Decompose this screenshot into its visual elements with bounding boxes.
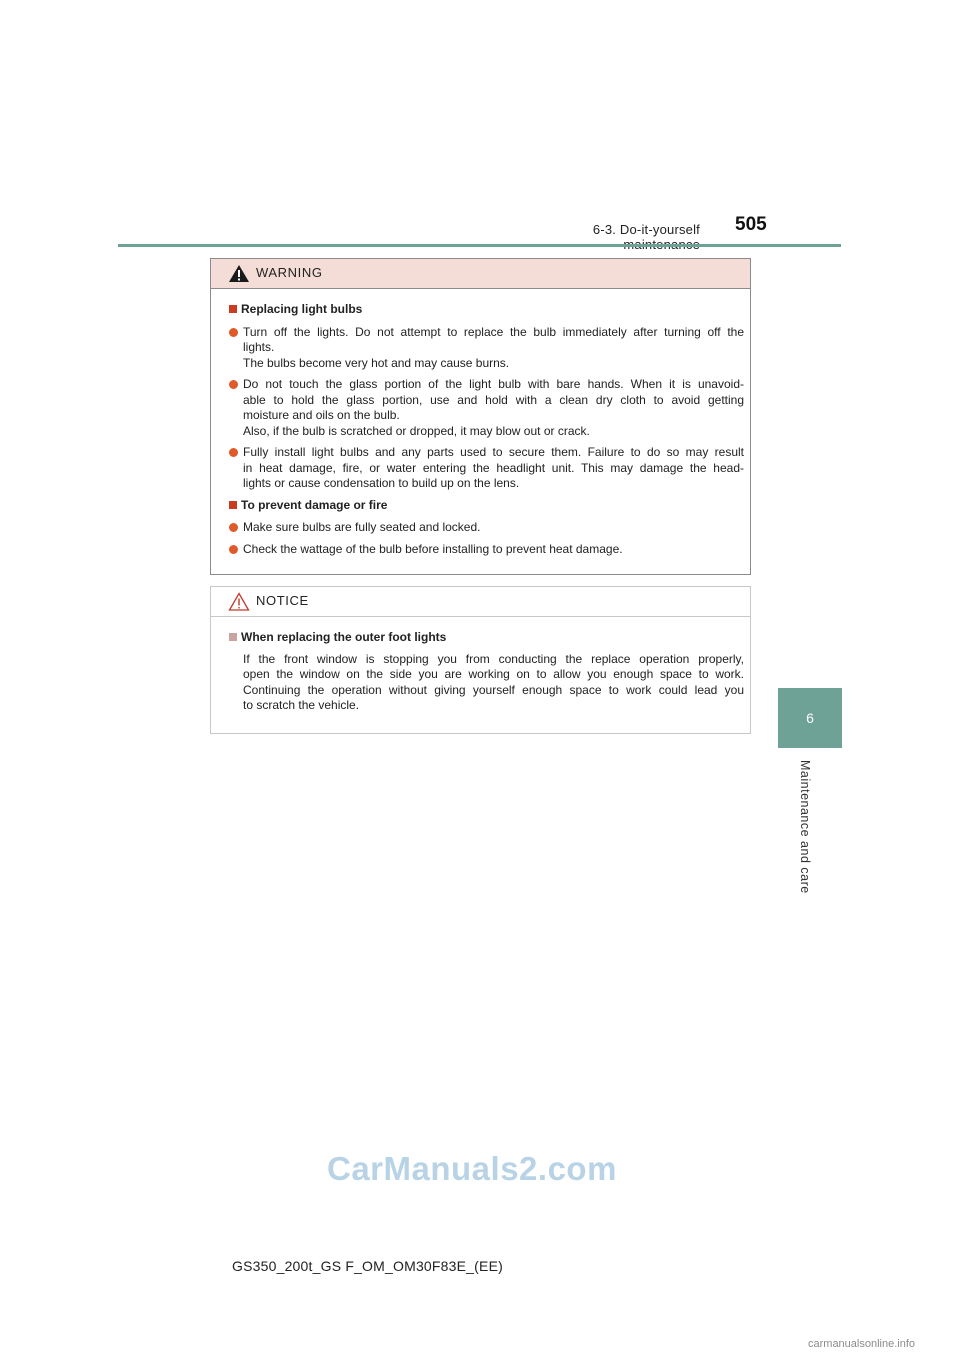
bullet-line: moisture and oils on the bulb. [243, 408, 400, 422]
warning-section-heading: Replacing light bulbs [229, 302, 744, 318]
site-watermark: carmanualsonline.info [808, 1338, 916, 1350]
square-bullet-icon [229, 501, 237, 509]
paragraph-line: open the window on the side you are working on to allow you enough space to work. [243, 667, 744, 681]
round-bullet-icon [229, 523, 238, 532]
square-bullet-icon [229, 633, 237, 641]
warning-content [211, 289, 750, 557]
chapter-tab[interactable]: 6 [778, 688, 842, 748]
bullet-line: Turn off the lights. Do not attempt to replace the bulb immediately after turning off the [243, 324, 744, 339]
notice-content [211, 617, 750, 714]
chapter-label: Maintenance and care [798, 760, 812, 894]
paragraph-line: Continuing the operation without giving yourself enough space to work could lead you [243, 682, 744, 697]
bullet-line: in heat damage, fire, or water entering the headlight unit. This may damage the head- [243, 460, 744, 475]
round-bullet-icon [229, 448, 238, 457]
warning-bullet [229, 377, 744, 439]
section-title: 6-3. Do-it-yourself [592, 222, 700, 237]
round-bullet-icon [229, 328, 238, 337]
notice-box [210, 586, 751, 734]
warning-title: WARNING [256, 265, 323, 280]
warning-header [211, 259, 750, 289]
warning-bullet [229, 325, 744, 372]
paragraph-line: to scratch the vehicle. [243, 698, 360, 712]
notice-section-heading: When replacing the outer foot lights [229, 630, 744, 646]
warning-triangle-icon [228, 264, 250, 283]
bullet-line: lights or cause condensation to build up on the lens. [243, 476, 520, 490]
bullet-line: Also, if the bulb is scratched or dropped, it may blow out or crack. [243, 423, 590, 438]
warning-box [210, 258, 751, 575]
bullet-line: Make sure bulbs are fully seated and locked. [243, 520, 481, 534]
notice-paragraph [229, 652, 744, 714]
round-bullet-icon [229, 380, 238, 389]
page-number: 505 [735, 214, 767, 235]
document-id: GS350_200t_GS F_OM_OM30F83E_(EE) [232, 1258, 503, 1274]
round-bullet-icon [229, 545, 238, 554]
paragraph-line: If the front window is stopping you from conducting the replace operation properly, [243, 651, 744, 666]
bullet-line: The bulbs become very hot and may cause burns. [243, 355, 510, 370]
bullet-line: able to hold the glass portion, use and hold with a clean dry cloth to avoid getting [243, 392, 744, 407]
header-rule [118, 244, 841, 247]
bullet-line: Fully install light bulbs and any parts used to secure them. Failure to do so may result [243, 445, 744, 459]
bullet-line: Check the wattage of the bulb before installing to prevent heat damage. [243, 541, 623, 556]
watermark-logo: CarManuals2.com [327, 1150, 617, 1187]
square-bullet-icon [229, 305, 237, 313]
notice-title: NOTICE [256, 593, 309, 608]
warning-section-heading: To prevent damage or fire [229, 498, 744, 514]
bullet-line: lights. [243, 340, 275, 354]
notice-triangle-icon [228, 592, 250, 611]
bullet-line: Do not touch the glass portion of the light bulb with bare hands. When it is unavoid- [243, 377, 744, 391]
warning-bullet [229, 542, 744, 558]
notice-header [211, 587, 750, 617]
warning-bullet [229, 520, 744, 536]
warning-bullet [229, 445, 744, 492]
